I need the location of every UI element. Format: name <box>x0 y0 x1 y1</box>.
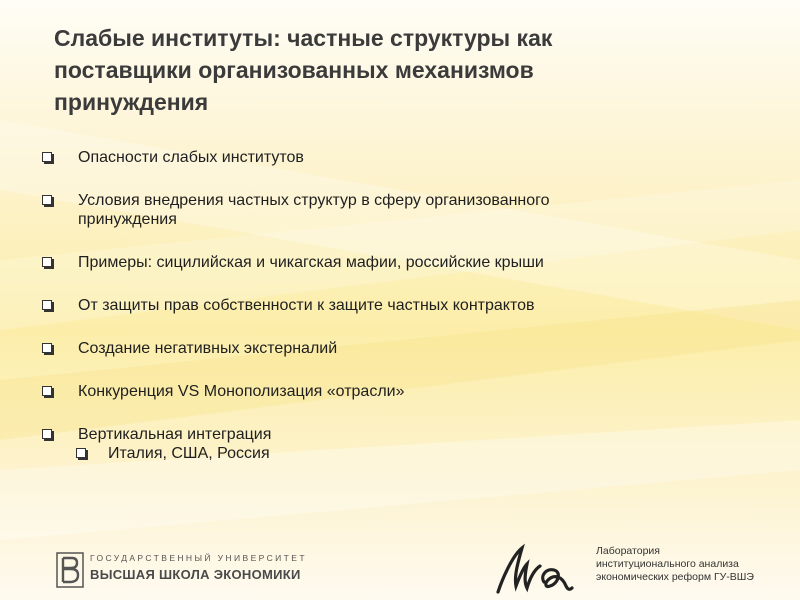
title-line: Слабые институты: частные структуры как <box>54 25 553 51</box>
bullet-text: Конкуренция VS Монополизация «отрасли» <box>78 383 405 400</box>
checkbox-square-icon <box>42 195 52 205</box>
bullet-item <box>40 191 780 229</box>
lab-line: институционального анализа <box>596 558 739 570</box>
title-line: поставщики организованных механизмов <box>54 57 534 83</box>
spacer <box>40 167 780 191</box>
bullet-list <box>40 148 780 463</box>
checkbox-square-icon <box>42 300 52 310</box>
bullet-text: принуждения <box>78 211 177 228</box>
bullet-item <box>40 148 780 167</box>
bullet-item <box>40 296 780 315</box>
spacer <box>40 358 780 382</box>
bullet-item <box>40 425 780 444</box>
checkbox-square-icon <box>42 386 52 396</box>
spacer <box>40 272 780 296</box>
lab-caption <box>596 545 754 584</box>
iia-logo-icon <box>492 542 576 596</box>
lab-line: Лаборатория <box>596 545 660 557</box>
spacer <box>40 229 780 253</box>
hse-logo-icon <box>56 552 84 588</box>
bullet-text: Примеры: сицилийская и чикагская мафии, российские крыши <box>78 254 544 271</box>
sub-bullet-text: Италия, США, Россия <box>108 445 270 462</box>
checkbox-square-icon <box>42 429 52 439</box>
checkbox-square-icon <box>42 257 52 267</box>
checkbox-square-icon <box>42 343 52 353</box>
bullet-text: Вертикальная интеграция <box>78 426 272 443</box>
lab-line: экономических реформ ГУ-ВШЭ <box>596 571 754 583</box>
spacer <box>40 315 780 339</box>
bullet-item <box>40 339 780 358</box>
spacer <box>40 401 780 425</box>
checkbox-square-icon <box>76 448 86 458</box>
slide-title <box>54 22 754 118</box>
bullet-text: Опасности слабых институтов <box>78 149 304 166</box>
sub-bullet-item <box>74 444 780 463</box>
bullet-item <box>40 253 780 272</box>
title-line: принуждения <box>54 89 209 115</box>
university-line-1: ГОСУДАРСТВЕННЫЙ УНИВЕРСИТЕТ <box>90 553 307 563</box>
bullet-text: Условия внедрения частных структур в сферу организованного <box>78 192 550 209</box>
footer <box>0 532 800 600</box>
bullet-text: От защиты прав собственности к защите частных контрактов <box>78 297 535 314</box>
bullet-text: Создание негативных экстерналий <box>78 340 338 357</box>
university-line-2: ВЫСШАЯ ШКОЛА ЭКОНОМИКИ <box>90 567 301 582</box>
bullet-item <box>40 382 780 401</box>
checkbox-square-icon <box>42 152 52 162</box>
